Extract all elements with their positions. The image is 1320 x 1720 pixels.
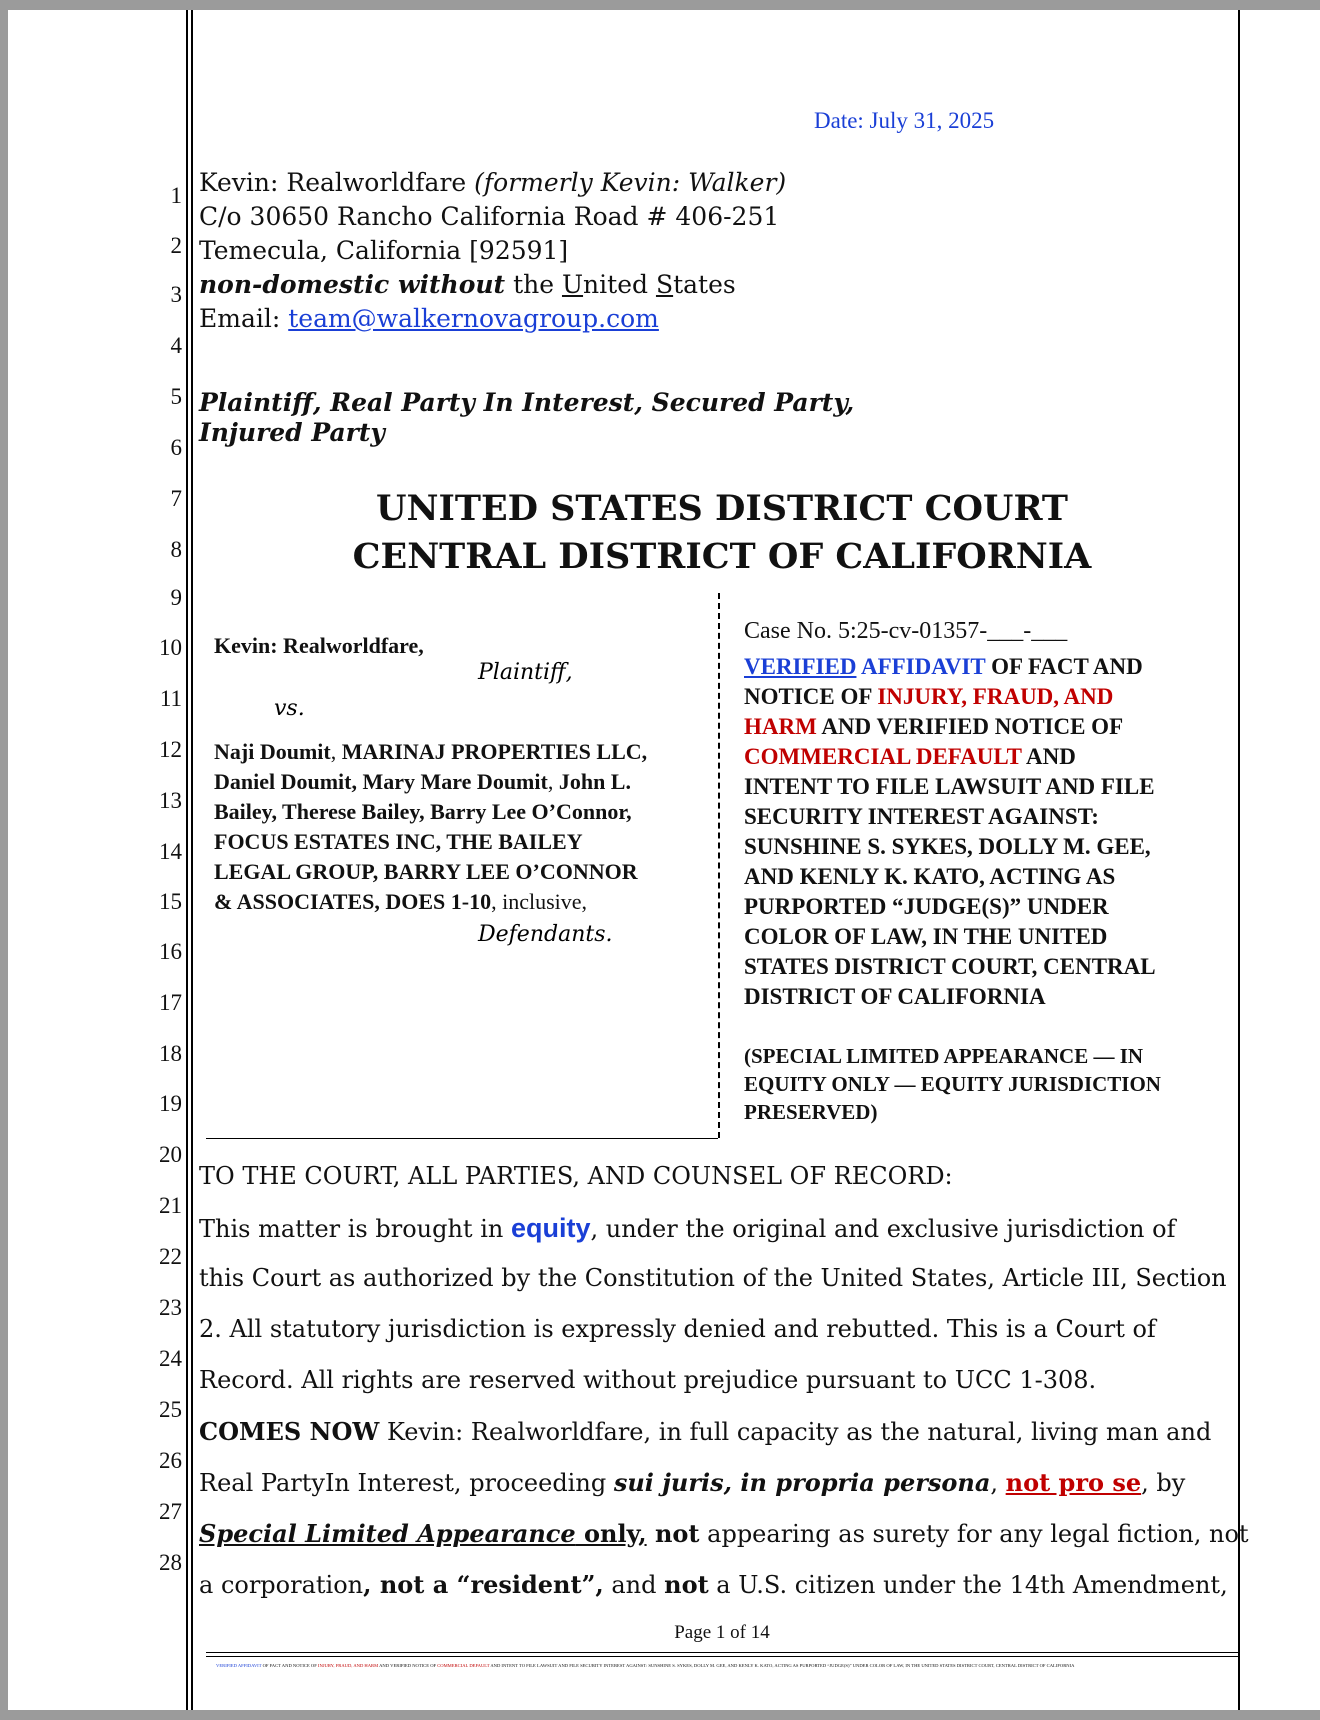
left-margin-rule (186, 10, 188, 1710)
party-role-line-2: Injured Party (199, 418, 385, 447)
line-number: 25 (159, 1397, 182, 1422)
defendants-line-2: Daniel Doumit, Mary Mare Doumit, John L. (214, 769, 631, 794)
line-number: 17 (159, 990, 182, 1015)
line-number: 2 (170, 233, 182, 258)
body-line-22: this Court as authorized by the Constitution of the United States, Article III, Section (199, 1264, 1227, 1292)
doc-title-line-9: PURPORTED “JUDGE(S)” UNDER (744, 894, 1109, 919)
left-margin-rule-inner (191, 10, 193, 1710)
defendants-line-6: & ASSOCIATES, DOES 1-10, inclusive, (214, 889, 588, 914)
line-number: 27 (159, 1499, 182, 1524)
footer-title: VERIFIED AFFIDAVIT OF FACT AND NOTICE OF INJURY, FRAUD, AND HARM AND VERIFIED NOTICE OF COMMERCIAL DEFAULT AND INTENT TO FILE LAWSUIT AND FILE SECURITY INTEREST AGAINST: SUNSHINE S. SYKES, DOLLY M. GEE, AND KENLY K. KATO, ACTING AS PURPORTED “JUDGE(S)” UNDER COLOR OF LAW, IN THE UNITED STATES DISTRICT COURT, CENTRAL DISTRICT OF CALIFORNIA (216, 1663, 1075, 1668)
body-line-27: Special Limited Appearance only, not appearing as surety for any legal fiction, not (199, 1519, 1249, 1548)
doc-title-line-5: INTENT TO FILE LAWSUIT AND FILE (744, 774, 1155, 799)
doc-title-line-12: DISTRICT OF CALIFORNIA (744, 984, 1046, 1009)
line-number: 19 (159, 1091, 182, 1116)
sender-status: non-domestic without the United States (199, 270, 736, 299)
defendants-line-4: FOCUS ESTATES INC, THE BAILEY (214, 829, 583, 854)
doc-title-line-2: NOTICE OF INJURY, FRAUD, AND (744, 684, 1114, 709)
line-number: 21 (159, 1193, 182, 1218)
defendants-line-5: LEGAL GROUP, BARRY LEE O’CONNOR (214, 859, 638, 884)
line-number: 22 (159, 1244, 182, 1269)
date: Date: July 31, 2025 (814, 108, 995, 133)
appearance-line-1: (SPECIAL LIMITED APPEARANCE — IN (744, 1044, 1144, 1068)
line-number: 26 (159, 1448, 182, 1473)
defendants-line-1: Naji Doumit, MARINAJ PROPERTIES LLC, (214, 739, 648, 764)
party-role-line-1: Plaintiff, Real Party In Interest, Secured Party, (199, 388, 855, 417)
plaintiff-label: Plaintiff, (478, 660, 573, 685)
defendants-label: Defendants. (478, 922, 613, 947)
footer-rule (206, 1652, 1238, 1653)
equity-term: equity (510, 1213, 591, 1243)
caption-divider (718, 593, 720, 1138)
caption-bottom-rule (206, 1138, 718, 1139)
line-number: 6 (170, 435, 182, 460)
sender-address-1: C/o 30650 Rancho California Road # 406-251 (199, 202, 780, 231)
line-number: 16 (159, 939, 182, 964)
page-number: Page 1 of 14 (674, 1622, 770, 1643)
appearance-line-3: PRESERVED) (744, 1100, 878, 1124)
line-number: 7 (170, 486, 182, 511)
line-number: 18 (159, 1041, 182, 1066)
body-line-28: a corporation, not a “resident”, and not a U.S. citizen under the 14th Amendment, (199, 1570, 1228, 1599)
line-number: 13 (159, 788, 182, 813)
document-page (8, 10, 1320, 1710)
sender-address-2: Temecula, California [92591] (199, 236, 569, 265)
doc-title-line-3: HARM AND VERIFIED NOTICE OF (744, 714, 1124, 739)
doc-title-line-7: SUNSHINE S. SYKES, DOLLY M. GEE, (744, 834, 1151, 859)
doc-title-line-6: SECURITY INTEREST AGAINST: (744, 804, 1099, 829)
doc-title-line-10: COLOR OF LAW, IN THE UNITED (744, 924, 1108, 949)
sender-name: Kevin: Realworldfare (199, 168, 467, 197)
right-margin-rule (1238, 10, 1240, 1710)
body-line-25: COMES NOW Kevin: Realworldfare, in full capacity as the natural, living man and (199, 1417, 1212, 1446)
line-number: 24 (159, 1346, 182, 1371)
doc-title-line-8: AND KENLY K. KATO, ACTING AS (744, 864, 1116, 889)
line-number: 12 (159, 737, 182, 762)
body-line-20: TO THE COURT, ALL PARTIES, AND COUNSEL OF RECORD: (199, 1162, 953, 1190)
case-number: Case No. 5:25-cv-01357-___-___ (744, 618, 1068, 644)
line-number: 23 (159, 1295, 182, 1320)
plaintiff-name: Kevin: Realworldfare, (214, 633, 424, 658)
court-title-line-1: UNITED STATES DISTRICT COURT (376, 488, 1068, 529)
line-number: 15 (159, 889, 182, 914)
doc-title-line-1: VERIFIED AFFIDAVIT OF FACT AND (744, 654, 1143, 679)
body-line-21: This matter is brought in equity, under the original and exclusive jurisdiction of (199, 1213, 1176, 1243)
appearance-line-2: EQUITY ONLY — EQUITY JURISDICTION (744, 1072, 1161, 1096)
defendants-line-3: Bailey, Therese Bailey, Barry Lee O’Connor, (214, 799, 632, 824)
body-line-23: 2. All statutory jurisdiction is expressly denied and rebutted. This is a Court of (199, 1315, 1156, 1343)
line-number: 28 (159, 1550, 182, 1575)
sender-email-line: Email: team@walkernovagroup.com (199, 304, 659, 333)
line-number: 9 (170, 585, 182, 610)
line-number: 11 (159, 686, 182, 711)
line-number: 3 (170, 282, 182, 307)
versus: vs. (274, 696, 305, 721)
sender-name-line (199, 168, 786, 197)
line-number: 1 (170, 183, 182, 208)
footer-rule-2 (206, 1656, 1238, 1657)
line-number: 10 (159, 635, 182, 660)
body-line-24: Record. All rights are reserved without prejudice pursuant to UCC 1-308. (199, 1366, 1097, 1394)
doc-title-line-4: COMMERCIAL DEFAULT AND (744, 744, 1076, 769)
line-number: 5 (170, 384, 182, 409)
line-number: 14 (159, 839, 182, 864)
email-link[interactable]: team@walkernovagroup.com (288, 304, 659, 333)
line-number: 4 (170, 333, 182, 358)
body-line-26: Real PartyIn Interest, proceeding sui juris, in propria persona, not pro se, by (199, 1468, 1186, 1497)
doc-title-line-11: STATES DISTRICT COURT, CENTRAL (744, 954, 1156, 979)
line-number: 8 (170, 537, 182, 562)
court-title-line-2: CENTRAL DISTRICT OF CALIFORNIA (352, 536, 1092, 577)
line-number: 20 (159, 1142, 182, 1167)
sender-formerly: (formerly Kevin: Walker) (474, 168, 787, 197)
